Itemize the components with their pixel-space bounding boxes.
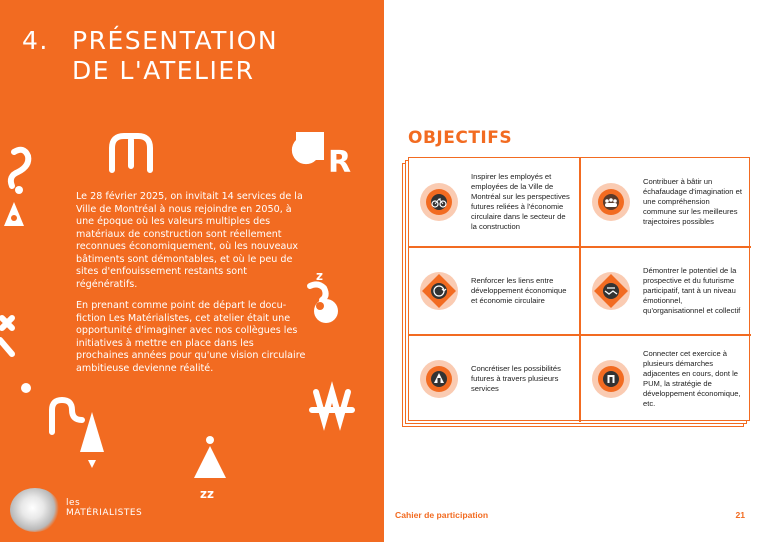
right-page — [384, 0, 768, 542]
objective-text: Renforcer les liens entre développement économique et économie circulaire — [471, 276, 567, 305]
objective-text: Démontrer le potentiel de la prospective et du futurisme participatif, tant à un niveau émotionnel, qu'organisationnel et collectif — [643, 266, 741, 315]
title-line-1: PRÉSENTATION — [72, 26, 279, 55]
logo-text — [66, 498, 142, 518]
logo-line-1: les — [66, 498, 81, 508]
objective-card — [581, 158, 751, 246]
intro-paragraph-2: En prenant comme point de départ le docu-fiction Les Matérialistes, cet atelier était une opportunité d'imaginer avec nos collègues les initiatives à mettre en place dans les prochaines années pour qu'une vision circulaire ambitieuse devienne réalité. — [76, 300, 306, 374]
logo-line-2: MATÉRIALISTES — [66, 508, 143, 518]
objective-card — [409, 158, 579, 246]
title-line-2: DE L'ATELIER — [72, 56, 255, 85]
objective-text: Concrétiser les possibilités futures à travers plusieurs services — [471, 364, 561, 393]
logo-sphere-icon — [10, 488, 60, 532]
svg-text:zz: zz — [200, 487, 214, 501]
hands-icon — [591, 271, 631, 311]
footer-label: Cahier de participation — [395, 510, 489, 520]
objectives-title: OBJECTIFS — [408, 128, 513, 148]
building-icon — [419, 359, 459, 399]
svg-text:z: z — [316, 269, 323, 283]
objective-text: Inspirer les employés et employées de la Ville de Montréal sur les perspectives futures reliées à l'économie circulaire dans le secteur de la construction — [471, 172, 570, 231]
bicycle-icon — [419, 182, 459, 222]
recycle-icon — [419, 271, 459, 311]
network-icon — [591, 359, 631, 399]
materialistes-logo — [10, 484, 150, 532]
objective-card — [409, 247, 579, 335]
objective-text: Contribuer à bâtir un échafaudage d'imagination et une compréhension commune sur les meilleures trajectoires possibles — [643, 177, 742, 226]
crowd-icon — [591, 182, 631, 222]
section-number: 4. — [22, 26, 49, 55]
objective-card — [581, 247, 751, 335]
objective-card — [581, 335, 751, 423]
objectives-grid — [408, 157, 750, 421]
intro-text — [76, 191, 308, 384]
objective-text: Connecter cet exercice à plusieurs démarches adjacentes en cours, dont le PUM, la stratégie de développement économique, etc. — [643, 349, 741, 408]
objective-card — [409, 335, 579, 423]
page-number: 21 — [735, 510, 745, 520]
intro-paragraph-1: Le 28 février 2025, on invitait 14 services de la Ville de Montréal à nous rejoindre en 2050, à une époque où les valeurs multiples des matériaux de construction sont réellement reconnues économiquement, où les nouveaux bâtiments sont démontables, et où le peu de sites d'enfouissement restants sont régénératifs. — [76, 191, 303, 290]
svg-text:R: R — [328, 145, 352, 180]
